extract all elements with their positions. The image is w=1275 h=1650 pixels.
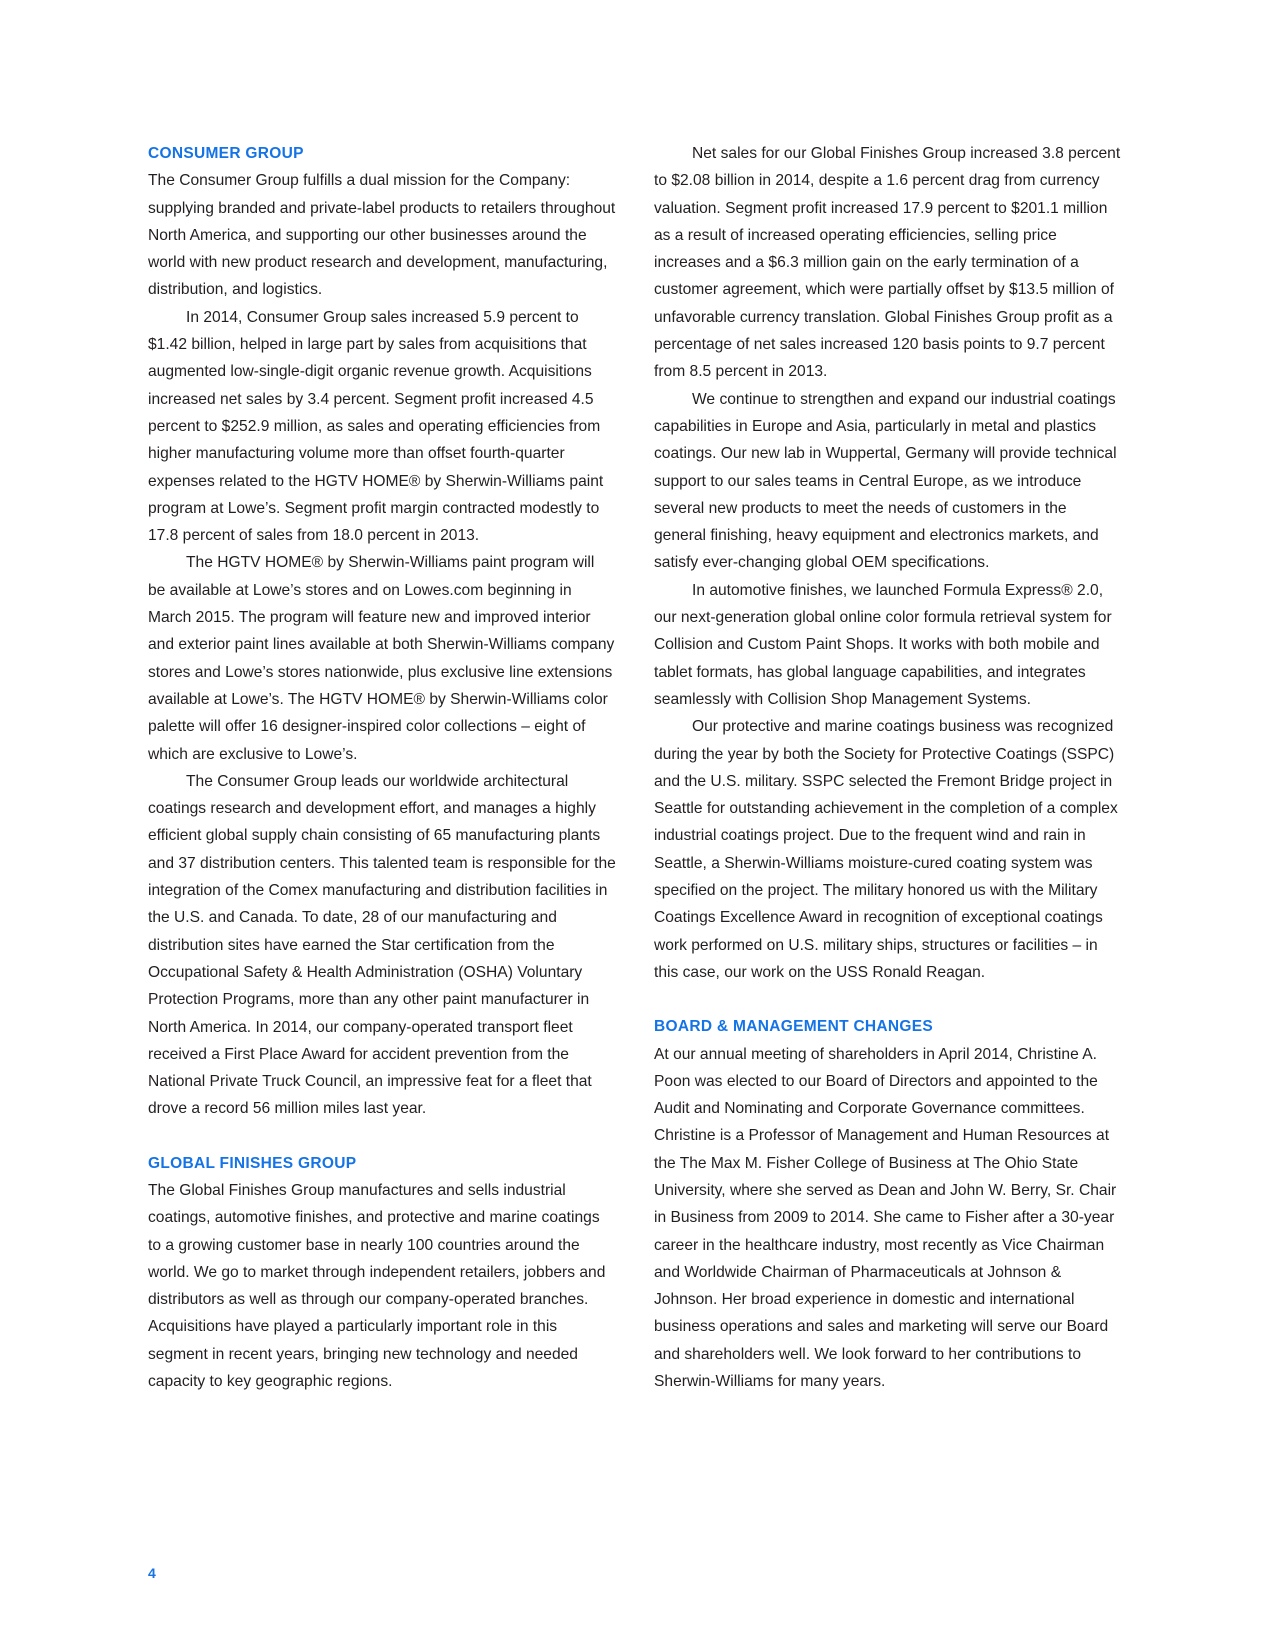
paragraph: In 2014, Consumer Group sales increased 5.9 percent to $1.42 billion, helped in large part by sales from acquisitions that augmented low-single-digit organic revenue growth. Acquisitions increased net sales by 3.4 percent. Segment profit increased 4.5 percent to $252.9 million, as sales and operating efficiencies from higher manufacturing volume more than offset fourth-quarter expenses related to the HGTV HOME® by Sherwin-Williams paint program at Lowe’s. Segment profit margin contracted modestly to 17.8 percent of sales from 18.0 percent in 2013. (148, 308, 604, 545)
right-column (654, 140, 1122, 1395)
section-heading-consumer-group: CONSUMER GROUP (148, 145, 304, 162)
paragraph: Net sales for our Global Finishes Group increased 3.8 percent to $2.08 billion in 2014, despite a 1.6 percent drag from currency valuation. Segment profit increased 17.9 percent to $201.1 million as a result of increased operating efficiencies, selling price increases and a $6.3 million gain on the early termination of a customer agreement, which were partially offset by $13.5 million of unfavorable currency translation. Global Finishes Group profit as a percentage of net sales increased 120 basis points to 9.7 percent from 8.5 percent in 2013. (654, 145, 1121, 381)
paragraph: The Consumer Group leads our worldwide architectural coatings research and development effort, and manages a highly efficient global supply chain consisting of 65 manufacturing plants and 37 distribution centers. This talented team is responsible for the integration of the Comex manufacturing and distribution facilities in the U.S. and Canada. To date, 28 of our manufacturing and distribution sites have earned the Star certification from the Occupational Safety & Health Administration (OSHA) Voluntary Protection Programs, more than any other paint manufacturer in North America. In 2014, our company-operated transport fleet received a First Place Award for accident prevention from the National Private Truck Council, an impressive feat for a fleet that drove a record 56 million miles last year. (148, 772, 616, 1118)
paragraph: Our protective and marine coatings business was recognized during the year by both the Society for Protective Coatings (SSPC) and the U.S. military. SSPC selected the Fremont Bridge project in Seattle for outstanding achievement in the completion of a complex industrial coatings project. Due to the frequent wind and rain in Seattle, a Sherwin-Williams moisture-cured coating system was specified on the project. The military honored us with the Military Coatings Excellence Award in recognition of exceptional coatings work performed on U.S. military ships, structures or facilities – in this case, our work on the USS Ronald Reagan. (654, 718, 1118, 981)
paragraph: The Consumer Group fulfills a dual mission for the Company: supplying branded and private-label products to retailers throughout North America, and supporting our other businesses around the world with new product research and development, manufacturing, distribution, and logistics. (148, 172, 616, 299)
page-number: 4 (148, 1565, 156, 1581)
section-heading-global-finishes-group: GLOBAL FINISHES GROUP (148, 1154, 357, 1172)
paragraph: The Global Finishes Group manufactures and sells industrial coatings, automotive finishes, and protective and marine coatings to a growing customer base in nearly 100 countries around the world. We go to market through independent retailers, jobbers and distributors as well as through our company-operated branches. Acquisitions have played a particularly important role in this segment in recent years, bringing new technology and needed capacity to key geographic regions. (148, 1181, 606, 1391)
paragraph: We continue to strengthen and expand our industrial coatings capabilities in Europe and Asia, particularly in metal and plastics coatings. Our new lab in Wuppertal, Germany will provide technical support to our sales teams in Central Europe, as we introduce several new products to meet the needs of customers in the general finishing, heavy equipment and electronics markets, and satisfy ever-changing global OEM specifications. (654, 390, 1117, 572)
section-heading-board-changes: BOARD & MANAGEMENT CHANGES (654, 1018, 934, 1036)
paragraph: The HGTV HOME® by Sherwin-Williams paint program will be available at Lowe’s stores and on Lowes.com beginning in March 2015. The program will feature new and improved interior and exterior paint lines available at both Sherwin-Williams company stores and Lowe’s stores nationwide, plus exclusive line extensions available at Lowe’s. The HGTV HOME® by Sherwin-Williams color palette will offer 16 designer-inspired color collections – eight of which are exclusive to Lowe’s. (148, 554, 615, 763)
paragraph: In automotive finishes, we launched Formula Express® 2.0, our next-generation global online color formula retrieval system for Collision and Custom Paint Shops. It works with both mobile and tablet formats, has global language capabilities, and integrates seamlessly with Collision Shop Management Systems. (654, 581, 1112, 708)
left-column (148, 140, 616, 1395)
paragraph: At our annual meeting of shareholders in April 2014, Christine A. Poon was elected to our Board of Directors and appointed to the Audit and Nominating and Corporate Governance committees. Christine is a Professor of Management and Human Resources at the The Max M. Fisher College of Business at The Ohio State University, where she served as Dean and John W. Berry, Sr. Chair in Business from 2009 to 2014. She came to Fisher after a 30-year career in the healthcare industry, most recently as Vice Chairman and Worldwide Chairman of Pharmaceuticals at Johnson & Johnson. Her broad experience in domestic and international business operations and sales and marketing will serve our Board and shareholders well. We look forward to her contributions to Sherwin-Williams for many years. (654, 1045, 1117, 1391)
